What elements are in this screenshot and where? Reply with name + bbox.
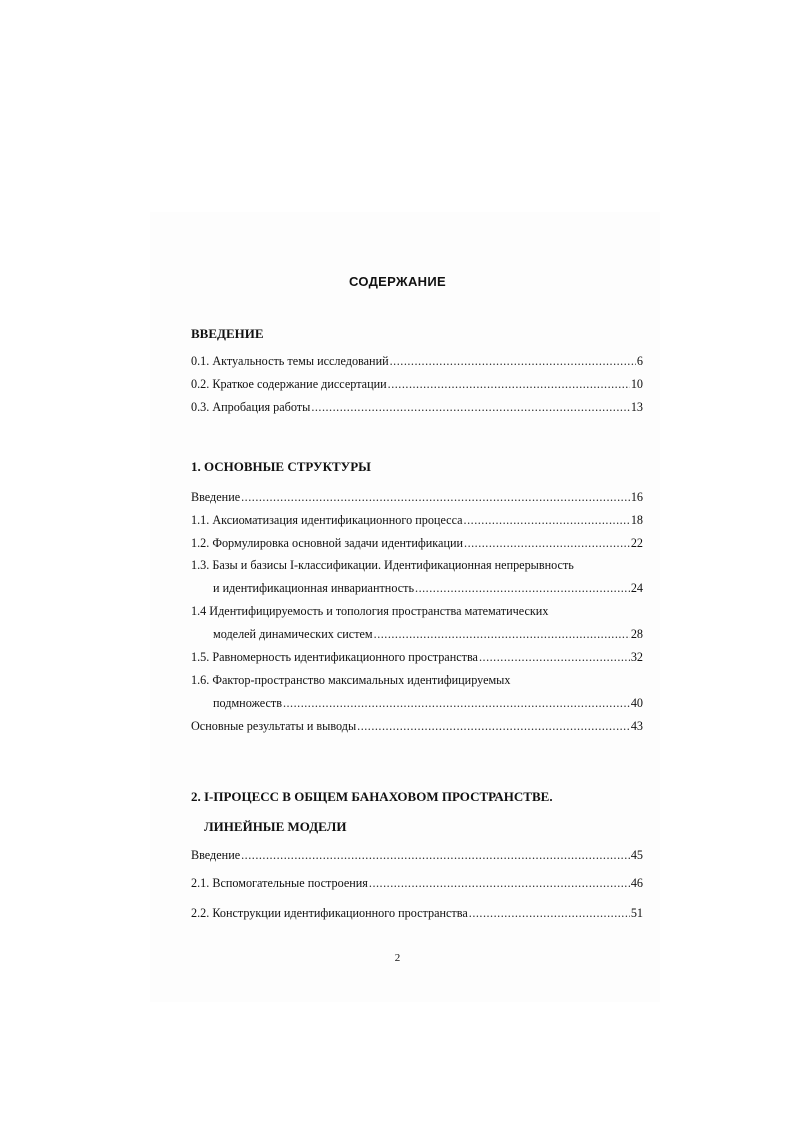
entry-label: 0.1. Актуальность темы исследований <box>191 354 389 368</box>
chapter-2-heading-line2: ЛИНЕЙНЫЕ МОДЕЛИ <box>204 819 347 834</box>
entry-page: 46 <box>630 876 643 890</box>
entry-page: 28 <box>630 627 643 641</box>
toc-entry-0-1 <box>191 354 643 370</box>
entry-label: 1.2. Формулировка основной задачи идентификации <box>191 536 464 550</box>
entry-page: 40 <box>630 696 643 710</box>
entry-page: 13 <box>630 400 643 414</box>
chapter-1-heading: 1. ОСНОВНЫЕ СТРУКТУРЫ <box>191 459 371 474</box>
leader-dots <box>241 848 630 863</box>
toc-entry-2-intro <box>191 848 643 864</box>
entry-page: 18 <box>630 513 643 527</box>
leader-dots <box>464 513 630 528</box>
entry-label: 2.1. Вспомогательные построения <box>191 876 368 890</box>
toc-entry-2-2 <box>191 906 643 922</box>
leader-dots <box>241 490 630 505</box>
entry-page: 10 <box>630 377 643 391</box>
toc-title: СОДЕРЖАНИЕ <box>349 274 446 289</box>
toc-entry-1-4-line1: 1.4 Идентифицируемость и топология пространства математических <box>191 604 549 618</box>
page-number: 2 <box>394 952 401 964</box>
leader-dots <box>469 906 630 921</box>
entry-page: 51 <box>630 906 643 920</box>
entry-label: и идентификационная инвариантность <box>213 581 415 595</box>
chapter-2-heading-line1: 2. I-ПРОЦЕСС В ОБЩЕМ БАНАХОВОМ ПРОСТРАНСТВЕ. <box>191 789 553 804</box>
entry-page: 45 <box>630 848 643 862</box>
toc-entry-1-2 <box>191 536 643 552</box>
entry-label: моделей динамических систем <box>213 627 373 641</box>
entry-page: 32 <box>630 650 643 664</box>
toc-entry-1-1 <box>191 513 643 529</box>
leader-dots <box>415 581 630 596</box>
entry-page: 6 <box>636 354 643 368</box>
entry-label: 1.5. Равномерность идентификационного пространства <box>191 650 478 664</box>
toc-entry-1-intro <box>191 490 643 506</box>
leader-dots <box>390 354 636 369</box>
leader-dots <box>374 627 630 642</box>
entry-label: Введение <box>191 848 241 862</box>
leader-dots <box>283 696 630 711</box>
entry-page: 43 <box>630 719 643 733</box>
entry-label: 0.3. Апробация работы <box>191 400 311 414</box>
leader-dots <box>464 536 630 551</box>
entry-label: Введение <box>191 490 241 504</box>
entry-label: 1.1. Аксиоматизация идентификационного процесса <box>191 513 463 527</box>
toc-entry-1-3-line1: 1.3. Базы и базисы I-классификации. Идентификационная непрерывность <box>191 558 574 572</box>
entry-page: 22 <box>630 536 643 550</box>
leader-dots <box>479 650 630 665</box>
entry-label: 2.2. Конструкции идентификационного пространства <box>191 906 468 920</box>
entry-label: 0.2. Краткое содержание диссертации <box>191 377 387 391</box>
toc-entry-1-6-line1: 1.6. Фактор-пространство максимальных идентифицируемых <box>191 673 511 687</box>
toc-entry-1-results <box>191 719 643 735</box>
toc-entry-0-2 <box>191 377 643 393</box>
toc-entry-1-6 <box>213 696 643 712</box>
leader-dots <box>357 719 630 734</box>
entry-label: Основные результаты и выводы <box>191 719 357 733</box>
toc-entry-1-3 <box>213 581 643 597</box>
entry-page: 24 <box>630 581 643 595</box>
leader-dots <box>311 400 630 415</box>
leader-dots <box>369 876 630 891</box>
toc-entry-1-5 <box>191 650 643 666</box>
entry-label: подмножеств <box>213 696 282 710</box>
toc-entry-1-4 <box>213 627 643 643</box>
intro-heading: ВВЕДЕНИЕ <box>191 326 264 341</box>
leader-dots <box>388 377 630 392</box>
entry-page: 16 <box>630 490 643 504</box>
toc-entry-0-3 <box>191 400 643 416</box>
toc-entry-2-1 <box>191 876 643 892</box>
